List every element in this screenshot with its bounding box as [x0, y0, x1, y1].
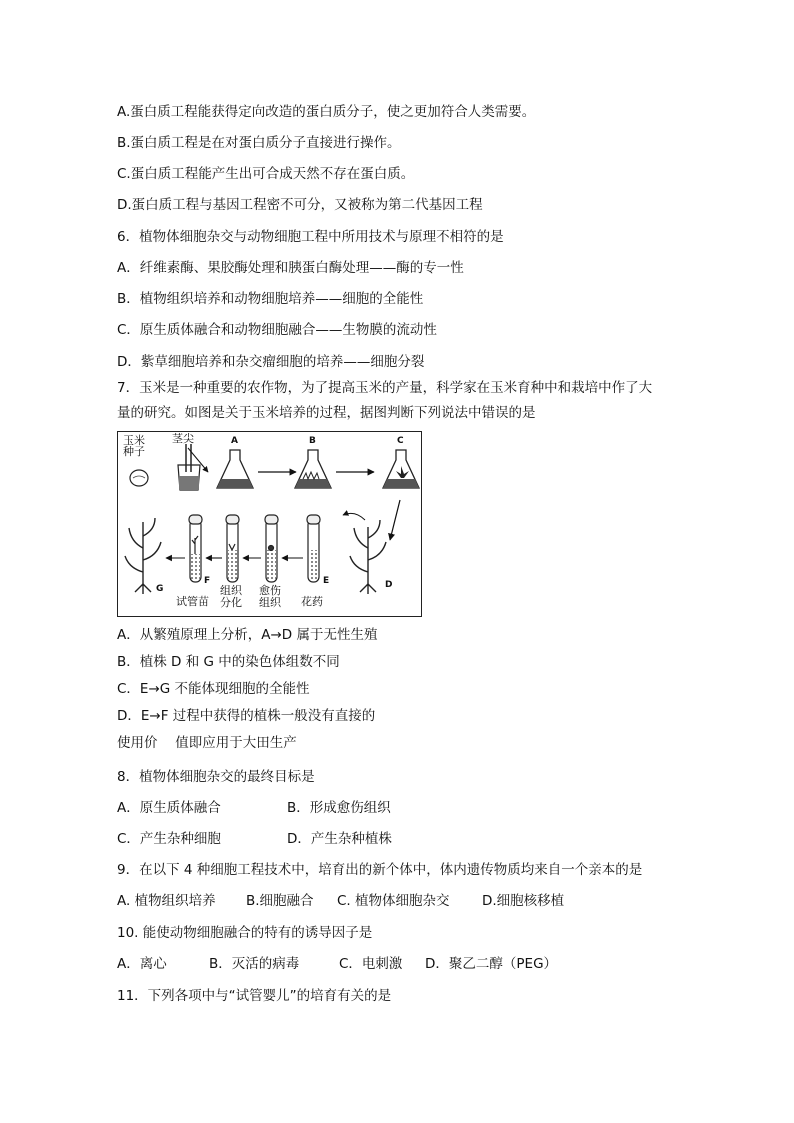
tube-3-caption-line1: 愈伤: [259, 584, 281, 597]
q9-option-d: D.细胞核移植: [482, 893, 565, 909]
stem-tip-label: 茎尖: [172, 432, 194, 445]
seed-label-line2: 种子: [123, 445, 145, 458]
plant-d: [350, 520, 386, 594]
tube-3-caption-line2: 组织: [259, 596, 281, 609]
tube-f-caption: 试管苗: [176, 595, 209, 608]
corn-seed: [130, 470, 148, 486]
q6-option-a: A．纤维素酶、果胶酶处理和胰蛋白酶处理——酶的专一性: [117, 260, 464, 276]
q6-option-d: D．紫草细胞培养和杂交瘤细胞的培养——细胞分裂: [117, 354, 425, 370]
q9-option-c: C. 植物体细胞杂交: [337, 893, 450, 909]
label-d: D: [385, 580, 393, 590]
q9-stem: 9．在以下 4 种细胞工程技术中，培育出的新个体中，体内遗传物质均来自一个亲本的是: [117, 862, 643, 878]
q7-stem-line1: 7．玉米是一种重要的农作物，为了提高玉米的产量，科学家在玉米育种中和栽培中作了大: [117, 380, 653, 396]
q7-option-d-cont: 使用价 值即应用于大田生产: [117, 735, 297, 751]
q8-option-a: A．原生质体融合: [117, 800, 221, 816]
tube-2: [226, 515, 239, 582]
tube-2-caption-line1: 组织: [220, 584, 242, 597]
q8-option-c: C．产生杂种细胞: [117, 831, 221, 847]
label-a: A: [231, 436, 238, 446]
q5-option-b: B.蛋白质工程是在对蛋白质分子直接进行操作。: [117, 135, 401, 151]
plant-g: [125, 518, 164, 594]
q6-option-c: C．原生质体融合和动物细胞融合——生物膜的流动性: [117, 322, 437, 338]
label-c: C: [397, 436, 404, 446]
q6-stem: 6．植物体细胞杂交与动物细胞工程中所用技术与原理不相符的是: [117, 229, 504, 245]
label-b: B: [309, 436, 316, 446]
q10-option-a: A．离心: [117, 956, 167, 972]
q7-option-d: D．E→F 过程中获得的植株一般没有直接的: [117, 708, 376, 724]
label-f: F: [204, 576, 211, 586]
corn-culture-diagram: [117, 431, 422, 617]
q7-option-b: B．植株 D 和 G 中的染色体组数不同: [117, 654, 340, 670]
q5-option-a: A.蛋白质工程能获得定向改造的蛋白质分子，使之更加符合人类需要。: [117, 104, 536, 120]
q10-option-c: C．电刺激: [339, 956, 403, 972]
q8-option-b: B．形成愈伤组织: [287, 800, 391, 816]
tube-f: [189, 515, 202, 582]
label-g: G: [156, 584, 164, 594]
label-e: E: [323, 576, 330, 586]
q11-stem: 11．下列各项中与“试管婴儿”的培育有关的是: [117, 988, 392, 1004]
q7-option-c: C．E→G 不能体现细胞的全能性: [117, 681, 310, 697]
q10-option-d: D．聚乙二醇（PEG）: [425, 956, 558, 972]
q5-option-d: D.蛋白质工程与基因工程密不可分，又被称为第二代基因工程: [117, 197, 483, 213]
q10-option-b: B．灭活的病毒: [209, 956, 300, 972]
q8-stem: 8．植物体细胞杂交的最终目标是: [117, 769, 315, 785]
q8-option-d: D．产生杂种植株: [287, 831, 392, 847]
q7-option-a: A．从繁殖原理上分析，A→D 属于无性生殖: [117, 627, 378, 643]
tube-3: [265, 515, 278, 582]
q9-option-b: B.细胞融合: [246, 893, 314, 909]
tube-e-caption: 花药: [301, 595, 323, 608]
seed-label-line1: 玉米: [123, 434, 145, 447]
q6-option-b: B．植物组织培养和动物细胞培养——细胞的全能性: [117, 291, 424, 307]
tube-e: [307, 515, 320, 582]
q5-option-c: C.蛋白质工程能产生出可合成天然不存在蛋白质。: [117, 166, 415, 182]
tube-2-caption-line2: 分化: [220, 596, 242, 609]
q7-stem-line2: 量的研究。如图是关于玉米培养的过程，据图判断下列说法中错误的是: [117, 405, 536, 421]
q9-option-a: A. 植物组织培养: [117, 893, 216, 909]
q10-stem: 10. 能使动物细胞融合的特有的诱导因子是: [117, 925, 373, 941]
